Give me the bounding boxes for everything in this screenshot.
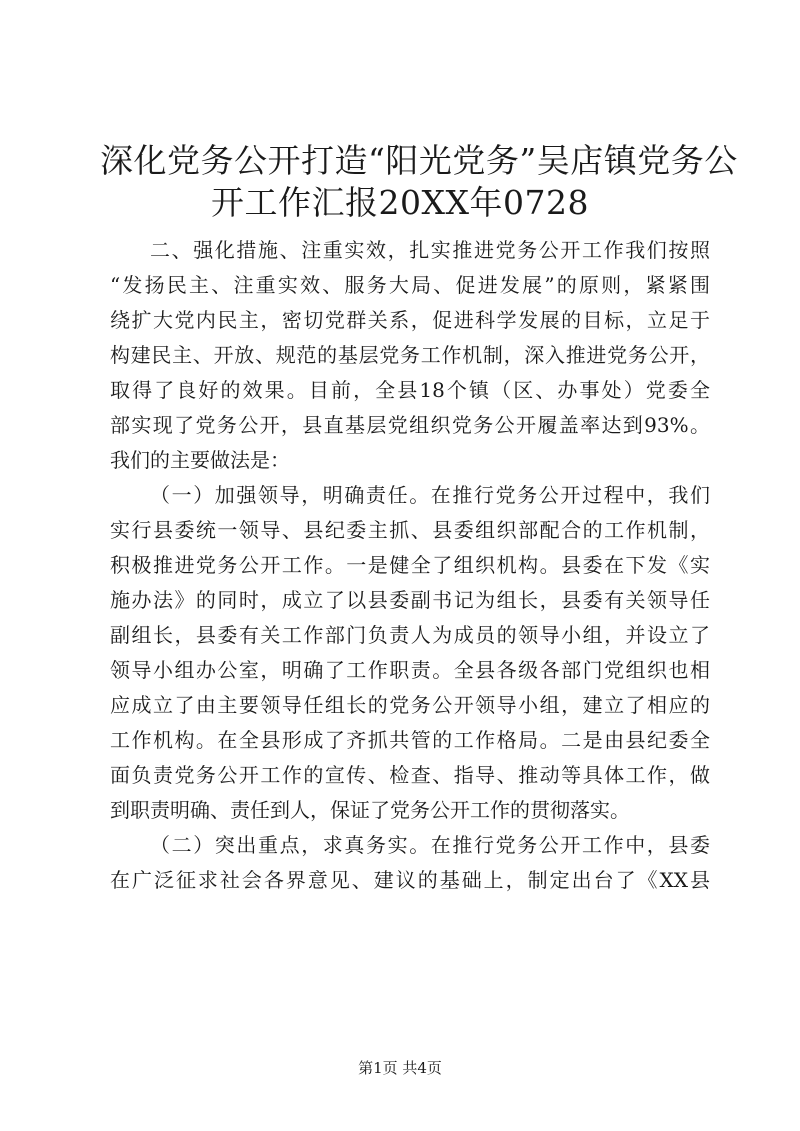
page-number-footer: 第1页 共4页 [358,1059,442,1077]
body-line: 取得了良好的效果。目前，全县18个镇（区、办事处）党委全 [110,378,710,402]
body-line: （二）突出重点，求真务实。在推行党务公开工作中，县委 [150,833,710,857]
body-line: 副组长，县委有关工作部门负责人为成员的领导小组，并设立了 [110,623,710,647]
body-line: 在广泛征求社会各界意见、建议的基础上，制定出台了《XX县 [110,868,710,892]
body-line: 到职责明确、责任到人，保证了党务公开工作的贯彻落实。 [110,798,630,822]
document-title-line-2: 开工作汇报20XX年0728 [211,183,589,222]
body-line: 面负责党务公开工作的宣传、检查、指导、推动等具体工作，做 [110,763,710,787]
body-line: 构建民主、开放、规范的基层党务工作机制，深入推进党务公开， [110,343,710,367]
body-line: 部实现了党务公开，县直基层党组织党务公开履盖率达到93%。 [110,413,710,437]
body-line: “发扬民主、注重实效、服务大局、促进发展”的原则，紧紧围 [110,273,710,297]
body-line: 绕扩大党内民主，密切党群关系，促进科学发展的目标，立足于 [110,308,710,332]
body-line: 实行县委统一领导、县纪委主抓、县委组织部配合的工作机制， [110,518,710,542]
body-line: 工作机构。在全县形成了齐抓共管的工作格局。二是由县纪委全 [110,728,710,752]
body-line: 领导小组办公室，明确了工作职责。全县各级各部门党组织也相 [110,658,710,682]
body-line: 应成立了由主要领导任组长的党务公开领导小组，建立了相应的 [110,693,710,717]
body-line: （一）加强领导，明确责任。在推行党务公开过程中，我们 [150,483,710,507]
body-line: 二、强化措施、注重实效，扎实推进党务公开工作我们按照 [150,238,710,262]
body-line: 积极推进党务公开工作。一是健全了组织机构。县委在下发《实 [110,553,710,577]
body-line: 我们的主要做法是： [110,448,290,472]
body-line: 施办法》的同时，成立了以县委副书记为组长，县委有关领导任 [110,588,710,612]
document-title-line-1: 深化党务公开打造“阳光党务”吴店镇党务公 [100,141,738,180]
